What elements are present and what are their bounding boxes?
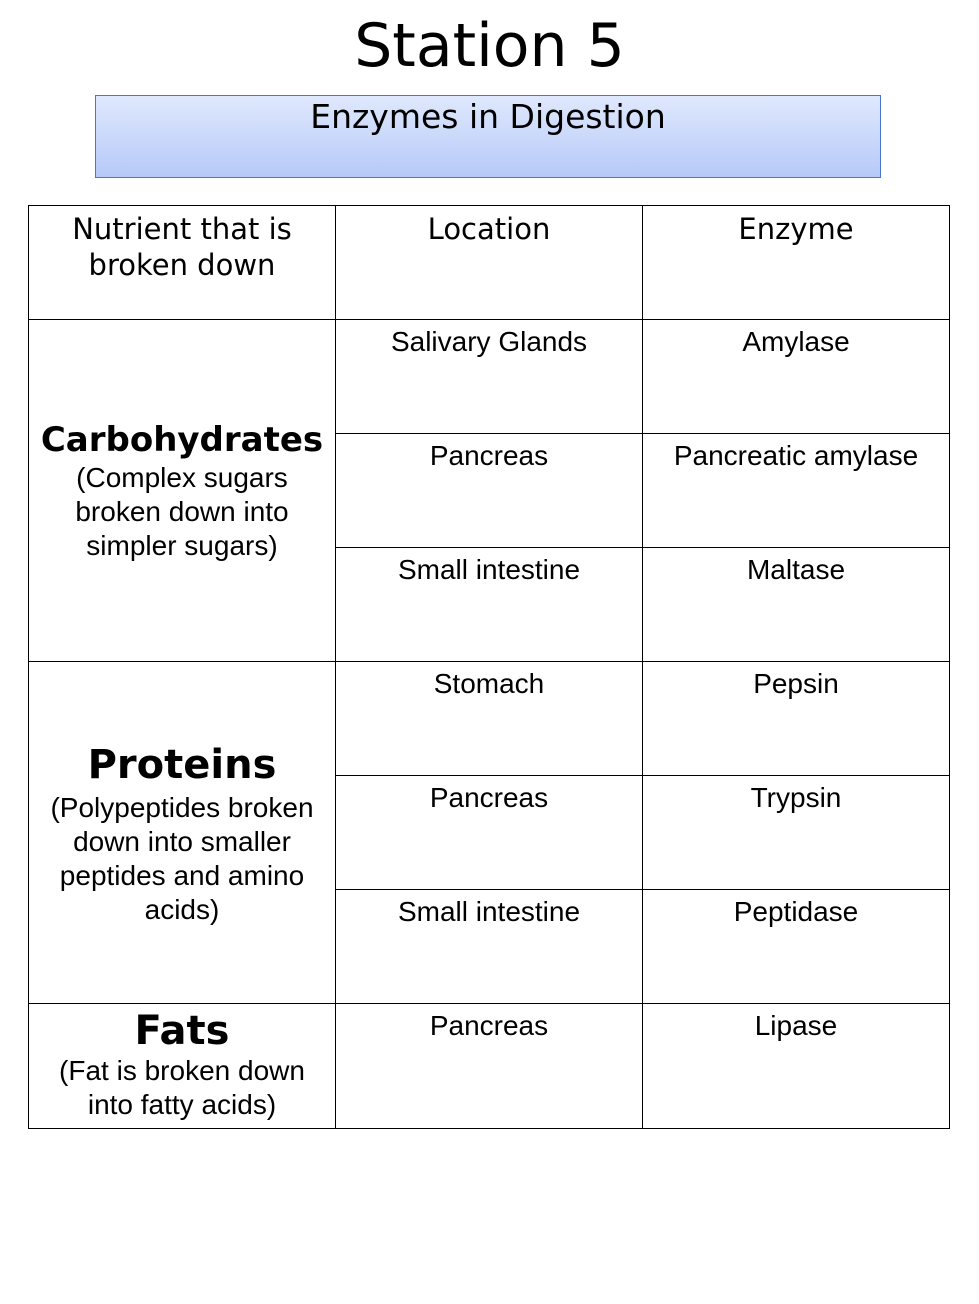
enzyme-cell: Pancreatic amylase <box>643 434 950 548</box>
nutrient-cell-proteins <box>29 662 336 1004</box>
table-row <box>29 1004 950 1129</box>
table-header-row <box>29 206 950 320</box>
subtitle-text: Enzymes in Digestion <box>310 97 666 136</box>
enzyme-cell: Pepsin <box>643 662 950 776</box>
nutrient-cell-fats <box>29 1004 336 1129</box>
page-title: Station 5 <box>354 11 625 81</box>
header-nutrient: Nutrient that is broken down <box>29 206 336 320</box>
enzyme-table <box>28 205 950 1129</box>
enzyme-cell: Amylase <box>643 320 950 434</box>
location-cell: Small intestine <box>336 890 643 1004</box>
location-cell: Salivary Glands <box>336 320 643 434</box>
location-cell: Small intestine <box>336 548 643 662</box>
enzyme-cell: Trypsin <box>643 776 950 890</box>
enzyme-cell: Lipase <box>643 1004 950 1129</box>
location-cell: Pancreas <box>336 1004 643 1129</box>
header-location: Location <box>336 206 643 320</box>
enzyme-cell: Maltase <box>643 548 950 662</box>
location-cell: Pancreas <box>336 776 643 890</box>
nutrient-name: Carbohydrates <box>40 419 324 460</box>
nutrient-description: (Polypeptides broken down into smaller peptides and amino acids) <box>50 791 314 925</box>
location-cell: Stomach <box>336 662 643 776</box>
table-row <box>29 662 950 776</box>
nutrient-name: Proteins <box>87 741 277 788</box>
nutrient-description: (Fat is broken down into fatty acids) <box>59 1055 305 1120</box>
nutrient-description: (Complex sugars broken down into simpler sugars) <box>75 461 289 561</box>
location-cell: Pancreas <box>336 434 643 548</box>
header-enzyme: Enzyme <box>643 206 950 320</box>
subtitle-banner <box>95 95 881 178</box>
nutrient-name: Fats <box>134 1008 230 1054</box>
table-row <box>29 320 950 434</box>
nutrient-cell-carbohydrates <box>29 320 336 662</box>
enzyme-cell: Peptidase <box>643 890 950 1004</box>
